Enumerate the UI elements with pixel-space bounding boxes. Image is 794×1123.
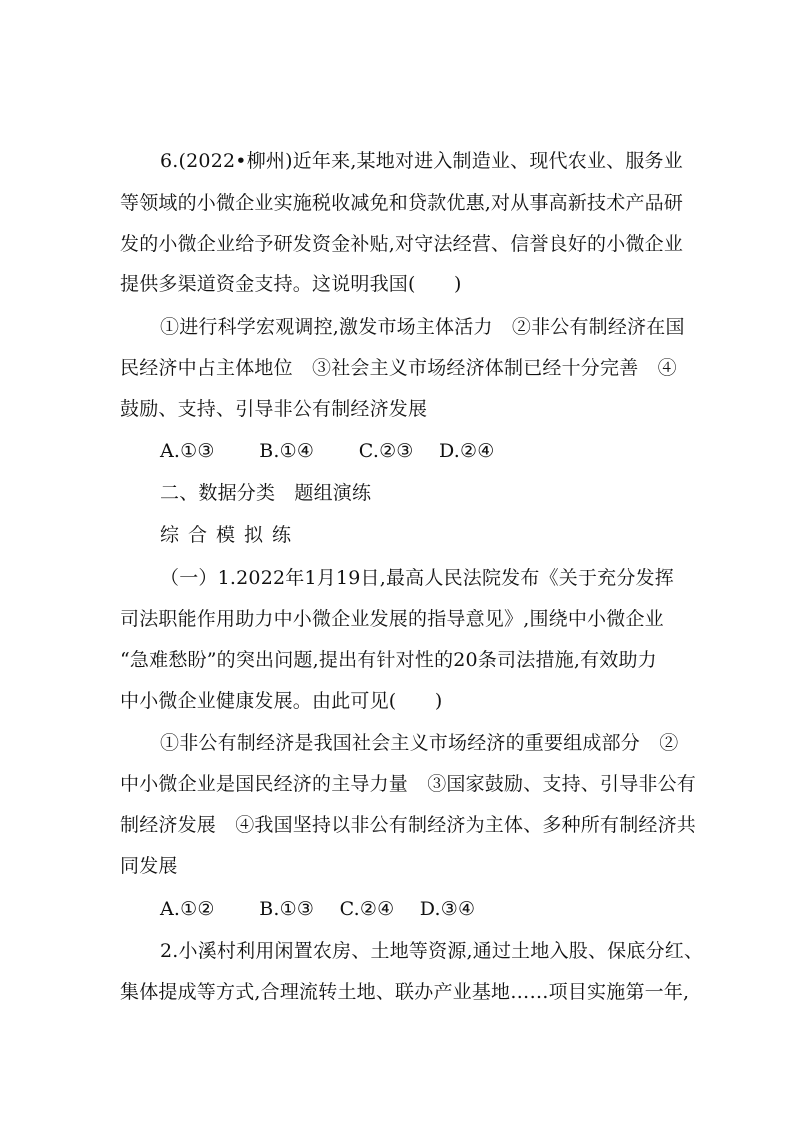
question-1-statement-line-4: 同发展 (120, 855, 178, 877)
section-heading: 二、数据分类 题组演练 (160, 482, 372, 504)
question-6-statement-line-2: 民经济中占主体地位 ③社会主义市场经济体制已经十分完善 ④ (120, 357, 677, 379)
section-subheading: 综合模拟练 (160, 524, 301, 546)
question-2-line-2: 集体提成等方式,合理流转土地、联办产业基地……项目实施第一年, (120, 981, 690, 1003)
question-6-line-4: 提供多渠道资金支持。这说明我国( ) (120, 273, 462, 295)
question-6-line-1: 6.(2022•柳州)近年来,某地对进入制造业、现代农业、服务业 (160, 150, 683, 172)
question-6-statement-line-3: 鼓励、支持、引导非公有制经济发展 (120, 398, 428, 420)
question-1-statement-line-3: 制经济发展 ④我国坚持以非公有制经济为主体、多种所有制经济共 (120, 814, 697, 836)
question-1-statement-line-2: 中小微企业是国民经济的主导力量 ③国家鼓励、支持、引导非公有 (120, 773, 697, 795)
question-1-line-2: 司法职能作用助力中小微企业发展的指导意见》,围绕中小微企业 (120, 608, 664, 630)
question-6-options: A.①③ B.①④ C.②③ D.②④ (160, 440, 495, 462)
question-6-line-2: 等领域的小微企业实施税收减免和贷款优惠,对从事高新技术产品研 (120, 192, 684, 214)
question-1-line-3: “急难愁盼”的突出问题,提出有针对性的20条司法措施,有效助力 (120, 649, 657, 671)
question-1-line-1: （一）1.2022年1月19日,最高人民法院发布《关于充分发挥 (160, 567, 674, 589)
question-1-statement-line-1: ①非公有制经济是我国社会主义市场经济的重要组成部分 ② (160, 732, 679, 754)
question-1-options: A.①② B.①③ C.②④ D.③④ (160, 898, 476, 920)
question-1-line-4: 中小微企业健康发展。由此可见( ) (120, 690, 443, 712)
question-2-line-1: 2.小溪村利用闲置农房、土地等资源,通过土地入股、保底分红、 (160, 940, 704, 962)
question-6-statement-line-1: ①进行科学宏观调控,激发市场主体活力 ②非公有制经济在国 (160, 316, 685, 338)
question-6-line-3: 发的小微企业给予研发资金补贴,对守法经营、信誉良好的小微企业 (120, 233, 684, 255)
